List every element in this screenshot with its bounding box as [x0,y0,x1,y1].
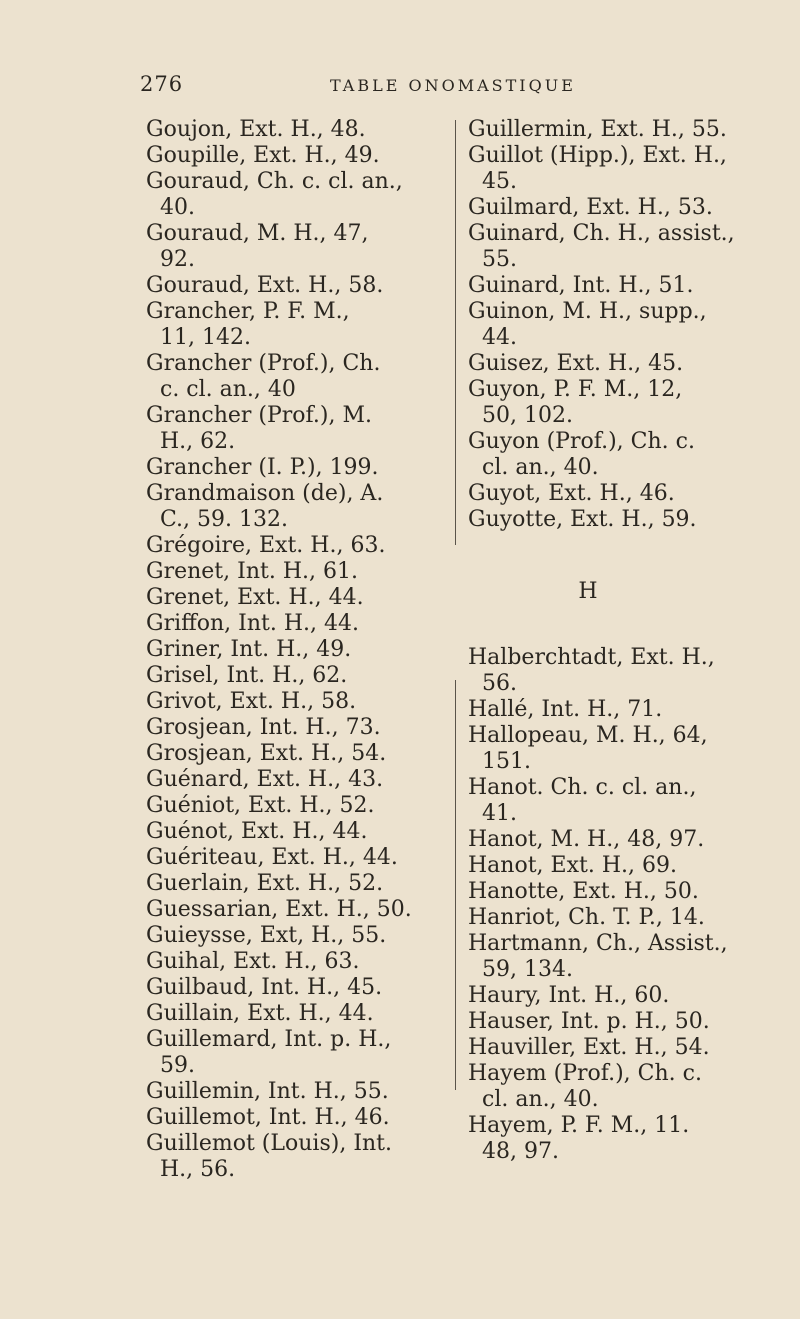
index-entry-line: Griner, Int. H., 49. [146,637,352,662]
index-entry [146,637,446,663]
index-entry [146,845,446,871]
index-entry [146,1027,446,1079]
index-entry-line: Hartmann, Ch., Assist., [468,931,728,956]
index-entry [146,767,446,793]
page-number: 276 [140,72,184,96]
index-entry-line: Guyotte, Ext. H., 59. [468,507,697,532]
index-entry-line: Guinard, Int. H., 51. [468,273,694,298]
index-entry [468,195,798,221]
index-entry [146,1001,446,1027]
index-entry [146,221,446,273]
column-divider [455,680,456,1090]
index-entry [468,429,798,481]
index-entry-line: Hanot, M. H., 48, 97. [468,827,705,852]
index-entry [468,481,798,507]
index-entry-line: Guinard, Ch. H., assist., [468,221,735,246]
index-entry [146,611,446,637]
index-entry [146,923,446,949]
index-entry-line: Guilbaud, Int. H., 45. [146,975,383,1000]
index-entry [146,143,446,169]
index-entry [468,853,798,879]
index-entry [468,273,798,299]
index-entry [146,299,446,351]
index-entry-line: Hayem (Prof.), Ch. c. [468,1061,702,1086]
index-entry-line: Grandmaison (de), A. [146,481,384,506]
index-entry-line: Hanotte, Ext. H., 50. [468,879,699,904]
index-group-g [468,117,798,533]
index-entry-line: Guillermin, Ext. H., 55. [468,117,727,142]
index-entry-continuation: 48, 97. [482,1139,559,1164]
index-entry-continuation: 92. [160,247,195,272]
index-entry [468,377,798,429]
index-entry-line: Guisez, Ext. H., 45. [468,351,684,376]
index-entry-line: Hallé, Int. H., 71. [468,697,663,722]
index-entry-continuation: 44. [482,325,517,350]
index-entry [146,871,446,897]
index-entry [468,1113,798,1165]
index-entry [146,819,446,845]
index-entry-continuation: H., 62. [160,429,236,454]
index-entry-continuation: 56. [482,671,517,696]
section-letter: H [578,579,598,604]
index-entry [468,507,798,533]
index-entry-line: Grenet, Int. H., 61. [146,559,358,584]
index-entry [146,117,446,143]
index-entry-continuation: H., 56. [160,1157,236,1182]
index-entry [468,143,798,195]
index-entry-line: Gouraud, M. H., 47, [146,221,369,246]
index-entry-line: Guillemot (Louis), Int. [146,1131,393,1156]
index-entry [146,455,446,481]
index-entry [146,949,446,975]
index-entry-line: Guyot, Ext. H., 46. [468,481,675,506]
index-entry [146,585,446,611]
index-entry-continuation: 11, 142. [160,325,251,350]
index-entry [468,351,798,377]
index-entry [468,299,798,351]
index-entry-continuation: 59, 134. [482,957,573,982]
index-entry [146,1131,446,1183]
index-column-right [468,117,798,1165]
index-entry-line: Grancher (I. P.), 199. [146,455,379,480]
index-group-h [468,645,798,1165]
index-entry [468,1061,798,1113]
index-entry [468,723,798,775]
index-entry-line: Hanriot, Ch. T. P., 14. [468,905,705,930]
index-entry [146,663,446,689]
index-entry-line: Grancher (Prof.), M. [146,403,372,428]
index-entry-line: Goujon, Ext. H., 48. [146,117,366,142]
index-entry [146,559,446,585]
index-entry-line: Grivot, Ext. H., 58. [146,689,357,714]
index-entry-line: Grisel, Int. H., 62. [146,663,348,688]
index-entry-continuation: 151. [482,749,531,774]
index-entry-continuation: 55. [482,247,517,272]
index-entry [468,1009,798,1035]
index-entry-line: Hauviller, Ext. H., 54. [468,1035,710,1060]
index-entry-line: Halberchtadt, Ext. H., [468,645,715,670]
index-entry-line: Guilmard, Ext. H., 53. [468,195,713,220]
column-divider [455,120,456,545]
index-entry [146,351,446,403]
index-entry-continuation: 41. [482,801,517,826]
index-entry [146,741,446,767]
index-entry-line: Gouraud, Ch. c. cl. an., [146,169,403,194]
index-entry [146,975,446,1001]
index-entry-continuation: C., 59. 132. [160,507,288,532]
index-entry-line: Grenet, Ext. H., 44. [146,585,364,610]
index-entry [468,775,798,827]
index-entry-line: Hayem, P. F. M., 11. [468,1113,690,1138]
index-entry-line: Guériteau, Ext. H., 44. [146,845,398,870]
index-column-left [146,117,446,1183]
index-entry-line: Hanot. Ch. c. cl. an., [468,775,697,800]
index-entry-line: Grancher, P. F. M., [146,299,350,324]
index-entry-line: Guillain, Ext. H., 44. [146,1001,374,1026]
index-entry-line: Grosjean, Ext. H., 54. [146,741,387,766]
index-entry-line: Guénard, Ext. H., 43. [146,767,384,792]
index-entry-line: Goupille, Ext. H., 49. [146,143,380,168]
index-entry-continuation: cl. an., 40. [482,1087,599,1112]
index-entry-continuation: 50, 102. [482,403,573,428]
index-entry-line: Grancher (Prof.), Ch. [146,351,381,376]
index-entry [146,273,446,299]
index-entry-line: Hallopeau, M. H., 64, [468,723,708,748]
index-entry [468,117,798,143]
index-entry-line: Guessarian, Ext. H., 50. [146,897,412,922]
index-entry [468,827,798,853]
index-entry-line: Guieysse, Ext, H., 55. [146,923,387,948]
index-entry-line: Guerlain, Ext. H., 52. [146,871,384,896]
index-entry [146,793,446,819]
index-entry-line: Guihal, Ext. H., 63. [146,949,360,974]
index-entry-line: Grégoire, Ext. H., 63. [146,533,386,558]
index-entry-continuation: c. cl. an., 40 [160,377,296,402]
index-entry-line: Hauser, Int. p. H., 50. [468,1009,710,1034]
index-entry-line: Hanot, Ext. H., 69. [468,853,677,878]
index-entry-continuation: 59. [160,1053,195,1078]
index-entry [146,689,446,715]
index-entry [468,645,798,697]
index-entry-continuation: 40. [160,195,195,220]
index-entry-line: Guénot, Ext. H., 44. [146,819,368,844]
index-entry-line: Guinon, M. H., supp., [468,299,707,324]
index-entry [146,715,446,741]
index-entry-line: Guillemot, Int. H., 46. [146,1105,390,1130]
index-entry [468,931,798,983]
index-entry-line: Griffon, Int. H., 44. [146,611,359,636]
index-entry-line: Guillemin, Int. H., 55. [146,1079,389,1104]
index-entry [146,1105,446,1131]
index-entry-line: Grosjean, Int. H., 73. [146,715,381,740]
index-entry [146,533,446,559]
index-entry [146,481,446,533]
index-entry [468,983,798,1009]
running-head: TABLE ONOMASTIQUE [330,76,576,95]
index-entry [146,169,446,221]
index-entry-continuation: 45. [482,169,517,194]
index-entry [468,221,798,273]
index-entry-line: Guéniot, Ext. H., 52. [146,793,375,818]
index-entry-line: Guillemard, Int. p. H., [146,1027,392,1052]
index-entry [468,697,798,723]
index-entry [146,1079,446,1105]
index-entry [468,879,798,905]
index-entry [146,897,446,923]
index-entry-continuation: cl. an., 40. [482,455,599,480]
index-entry-line: Gouraud, Ext. H., 58. [146,273,384,298]
index-entry-line: Haury, Int. H., 60. [468,983,670,1008]
index-entry-line: Guyon (Prof.), Ch. c. [468,429,695,454]
index-entry [468,1035,798,1061]
index-entry-line: Guillot (Hipp.), Ext. H., [468,143,727,168]
index-entry [146,403,446,455]
index-entry [468,905,798,931]
index-entry-line: Guyon, P. F. M., 12, [468,377,683,402]
